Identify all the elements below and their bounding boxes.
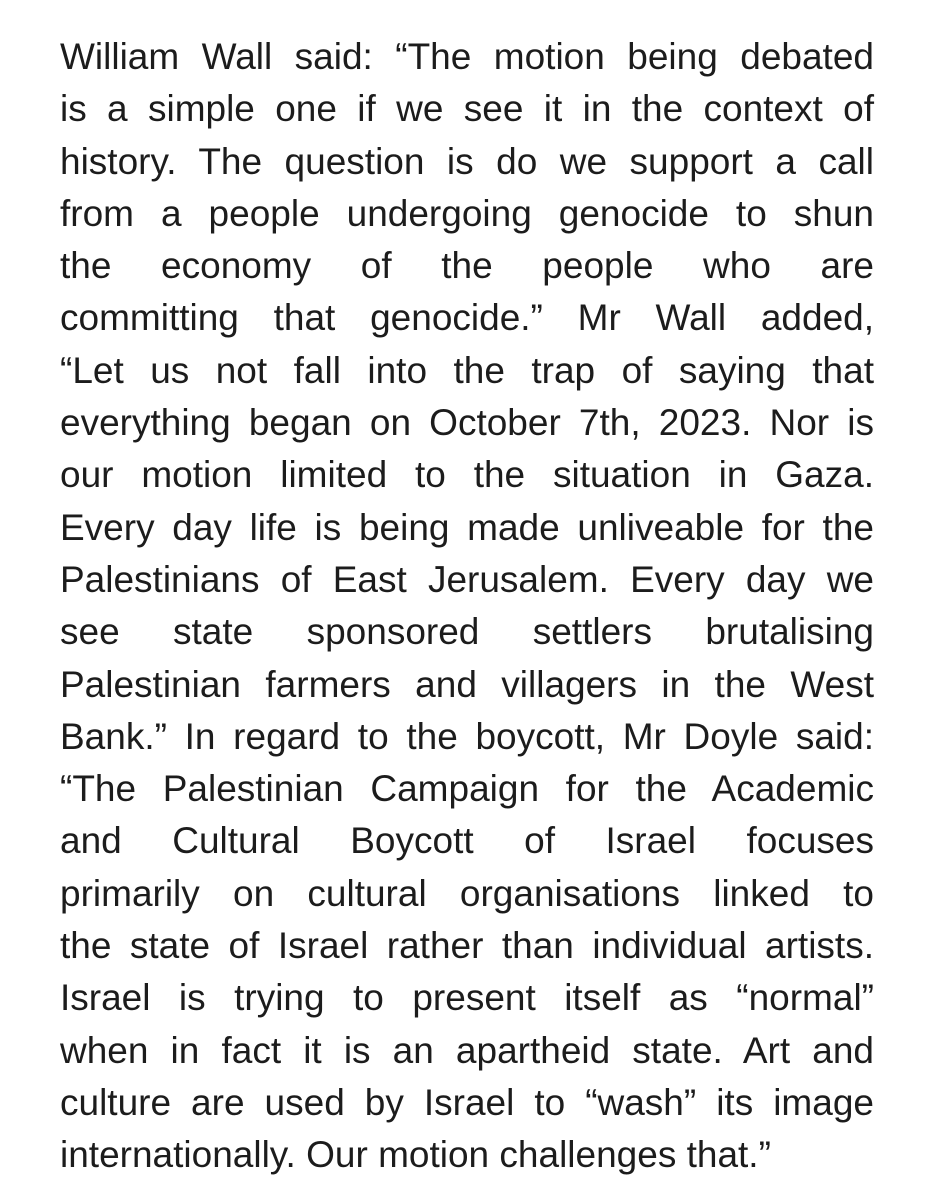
text-line-9: our motion limited to the situation in Gaza. bbox=[60, 454, 874, 496]
text-line-17: primarily on cultural organisations linked to bbox=[60, 872, 874, 914]
text-line-6: committing that genocide.” Mr Wall added, bbox=[60, 297, 874, 339]
text-line-19: Israel is trying to present itself as “normal” bbox=[60, 977, 874, 1019]
text-line-22: internationally. Our motion challenges that.” bbox=[60, 1134, 771, 1176]
text-line-1: William Wall said: “The motion being debated bbox=[60, 36, 874, 77]
text-line-13: Palestinian farmers and villagers in the West bbox=[60, 663, 874, 705]
text-line-2: is a simple one if we see it in the context of bbox=[60, 88, 874, 130]
article-paragraph bbox=[60, 31, 874, 1182]
text-line-11: Palestinians of East Jerusalem. Every day we bbox=[60, 558, 874, 600]
text-line-12: see state sponsored settlers brutalising bbox=[60, 611, 874, 653]
text-line-8: everything began on October 7th, 2023. Nor is bbox=[60, 402, 874, 444]
text-line-5: the economy of the people who are bbox=[60, 245, 874, 287]
text-line-18: the state of Israel rather than individual artists. bbox=[60, 925, 874, 967]
text-line-7: “Let us not fall into the trap of saying that bbox=[60, 349, 874, 391]
text-line-3: history. The question is do we support a call bbox=[60, 140, 874, 182]
text-line-4: from a people undergoing genocide to shun bbox=[60, 192, 874, 234]
text-line-21: culture are used by Israel to “wash” its image bbox=[60, 1081, 874, 1123]
text-line-16: and Cultural Boycott of Israel focuses bbox=[60, 820, 874, 862]
text-line-14: Bank.” In regard to the boycott, Mr Doyle said: bbox=[60, 715, 874, 757]
text-line-20: when in fact it is an apartheid state. Art and bbox=[60, 1029, 874, 1071]
text-line-10: Every day life is being made unliveable for the bbox=[60, 506, 874, 548]
text-line-15: “The Palestinian Campaign for the Academic bbox=[60, 768, 874, 810]
